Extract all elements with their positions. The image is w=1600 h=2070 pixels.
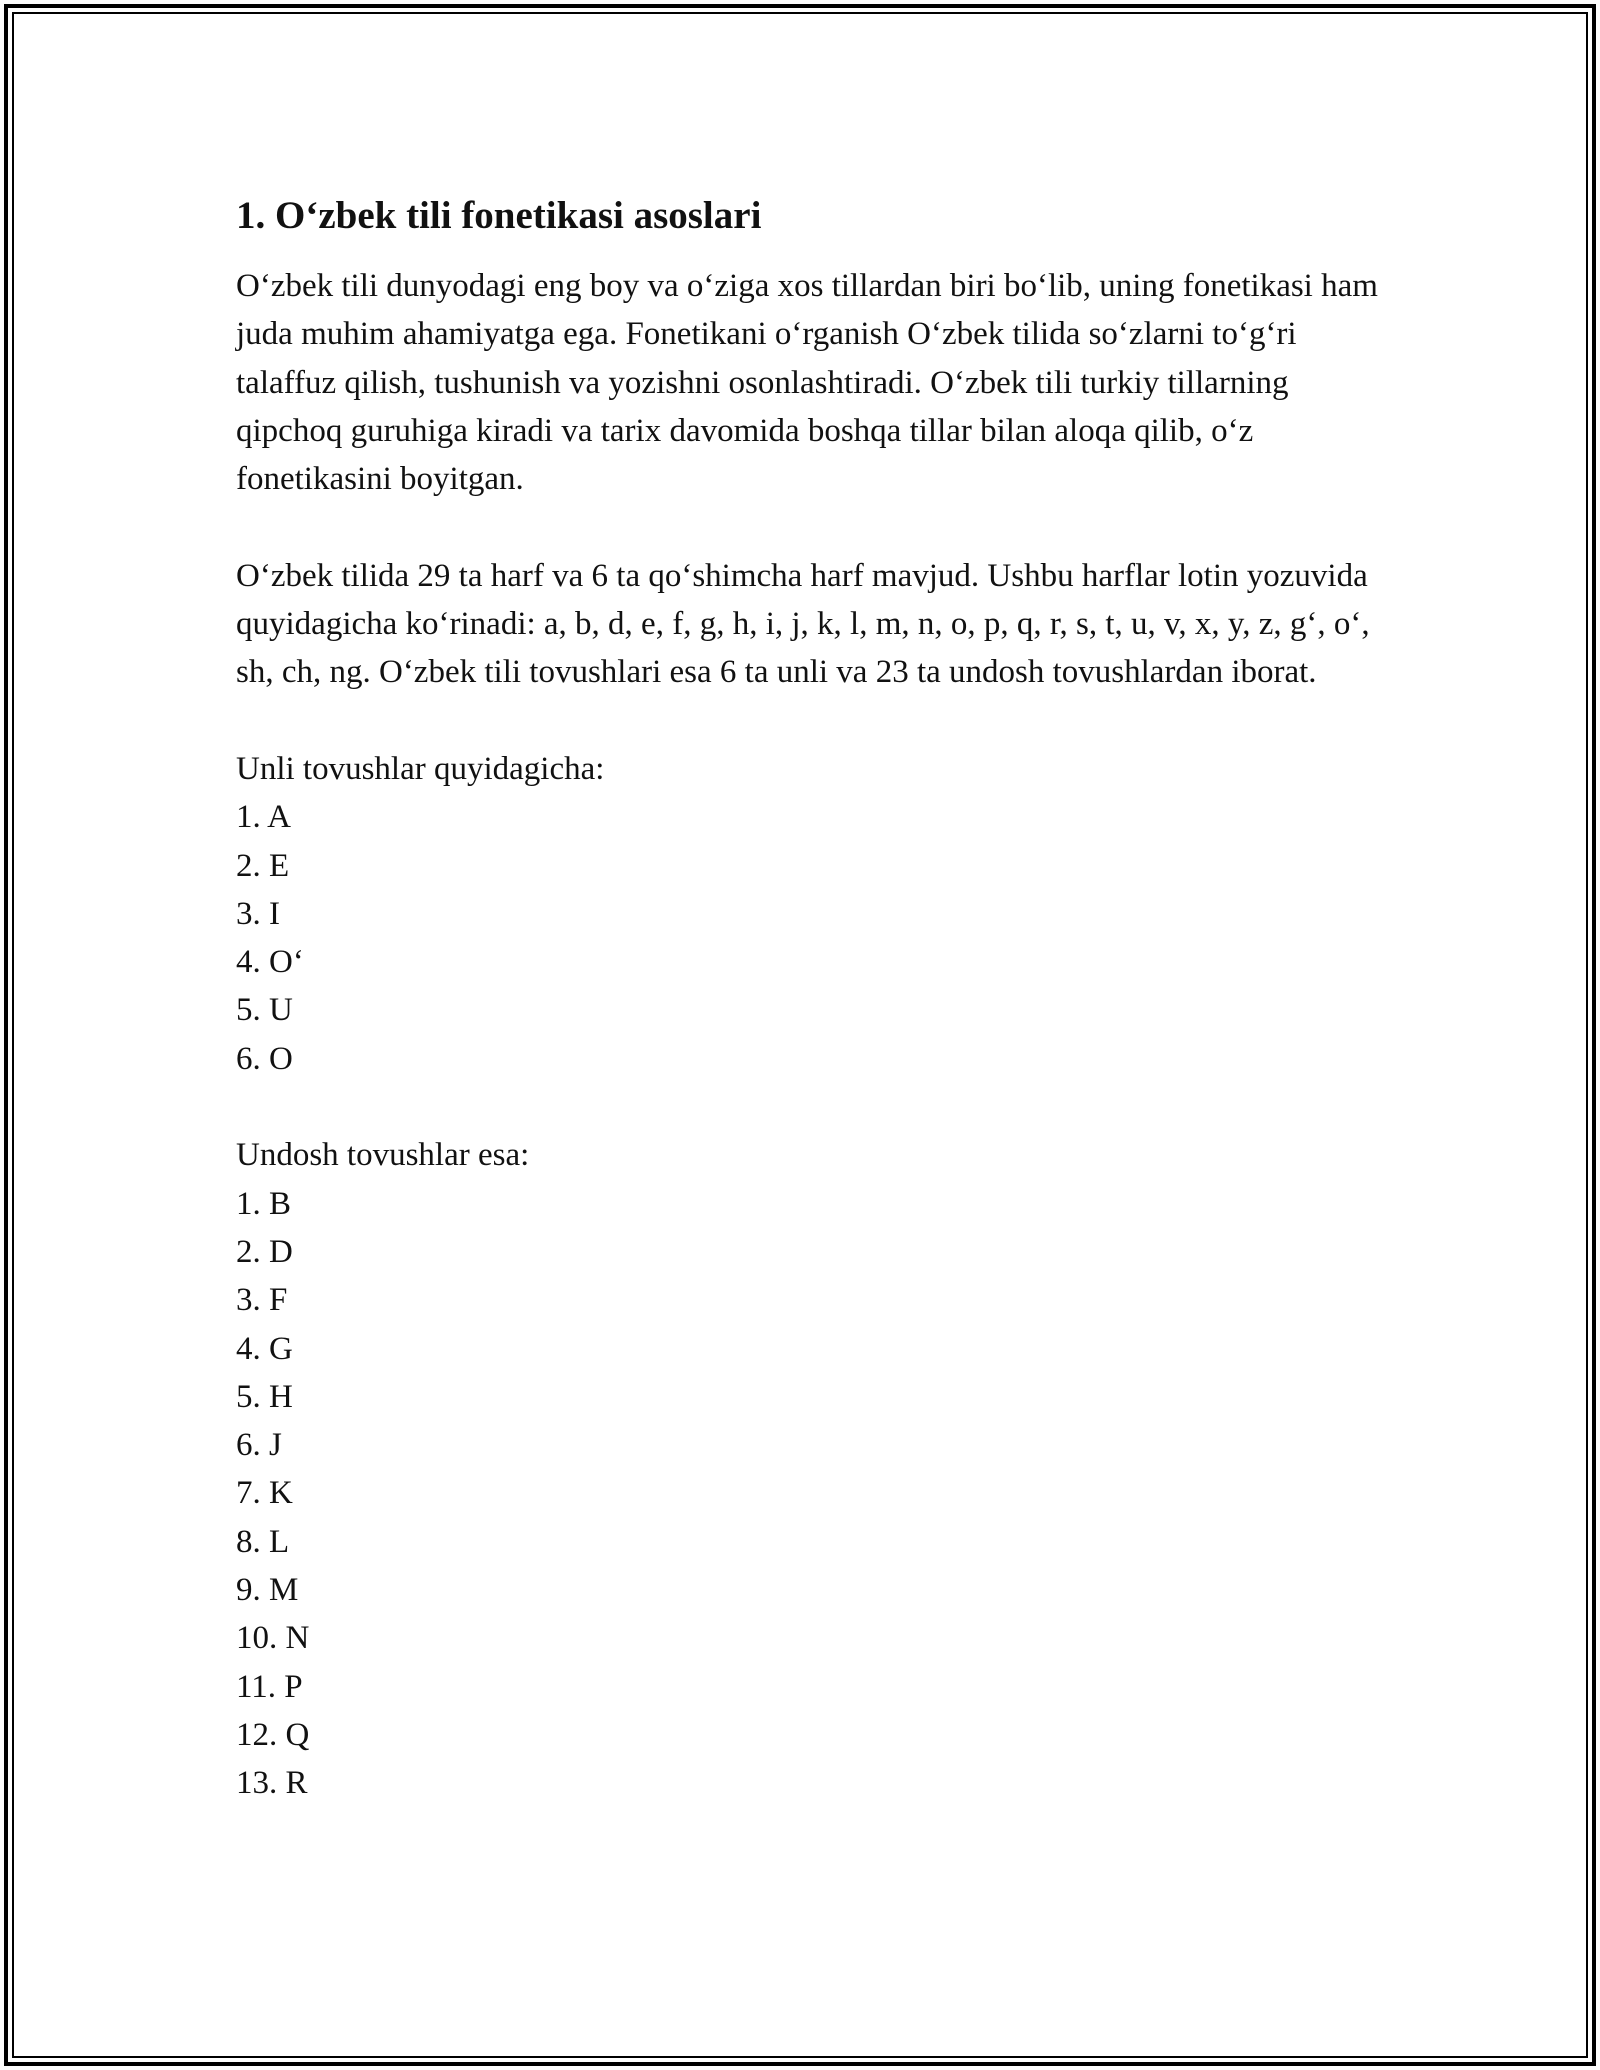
list-item: 5. U xyxy=(236,992,293,1029)
list-item: 1. B xyxy=(236,1185,292,1222)
vowels-list xyxy=(236,793,1386,1083)
list-item: 6. O xyxy=(236,1040,293,1077)
consonants-intro: Undosh tovushlar esa: xyxy=(236,1137,530,1174)
list-item: 10. N xyxy=(236,1620,310,1657)
list-item: 2. D xyxy=(236,1233,293,1270)
consonants-list xyxy=(236,1180,1386,1808)
vowels-intro: Unli tovushlar quyidagicha: xyxy=(236,750,605,787)
document-body xyxy=(236,190,1386,1808)
list-item: 4. O‘ xyxy=(236,944,304,981)
paragraph-gap xyxy=(236,697,1386,745)
list-item: 8. L xyxy=(236,1523,290,1560)
paragraph-gap xyxy=(236,503,1386,551)
section-heading: 1. O‘zbek tili fonetikasi asoslari xyxy=(236,194,762,237)
paragraph-intro: O‘zbek tili dunyodagi eng boy va o‘ziga xos tillardan biri bo‘lib, uning fonetikasi ham juda muhim ahamiyatga ega. Fonetikani o‘rganish O‘zbek tilida so‘zlarni to‘g‘ri talaffuz qilish, tushunish va yozishni osonlashtiradi. O‘zbek tili turkiy tillarning qipchoq guruhiga kiradi va tarix davomida boshqa tillar bilan aloqa qilib, o‘z fonetikasini boyitgan. xyxy=(236,268,1378,498)
list-item: 12. Q xyxy=(236,1716,310,1753)
list-item: 9. M xyxy=(236,1572,299,1609)
list-item: 6. J xyxy=(236,1427,282,1464)
list-item: 3. F xyxy=(236,1282,288,1319)
list-item: 11. P xyxy=(236,1668,303,1705)
list-item: 5. H xyxy=(236,1378,293,1415)
list-item: 2. E xyxy=(236,847,290,884)
paragraph-gap xyxy=(236,1083,1386,1131)
list-item: 3. I xyxy=(236,895,280,932)
list-item: 13. R xyxy=(236,1765,308,1802)
paragraph-alphabet: O‘zbek tilida 29 ta harf va 6 ta qo‘shimcha harf mavjud. Ushbu harflar lotin yozuvida quyidagicha ko‘rinadi: a, b, d, e, f, g, h, i, j, k, l, m, n, o, p, q, r, s, t, u, v, x, y, z, g‘, o‘, sh, ch, ng. O‘zbek tili tovushlari esa 6 ta unli va 23 ta undosh tovushlardan iborat. xyxy=(236,557,1370,691)
list-item: 7. K xyxy=(236,1475,293,1512)
list-item: 1. A xyxy=(236,799,292,836)
list-item: 4. G xyxy=(236,1330,293,1367)
